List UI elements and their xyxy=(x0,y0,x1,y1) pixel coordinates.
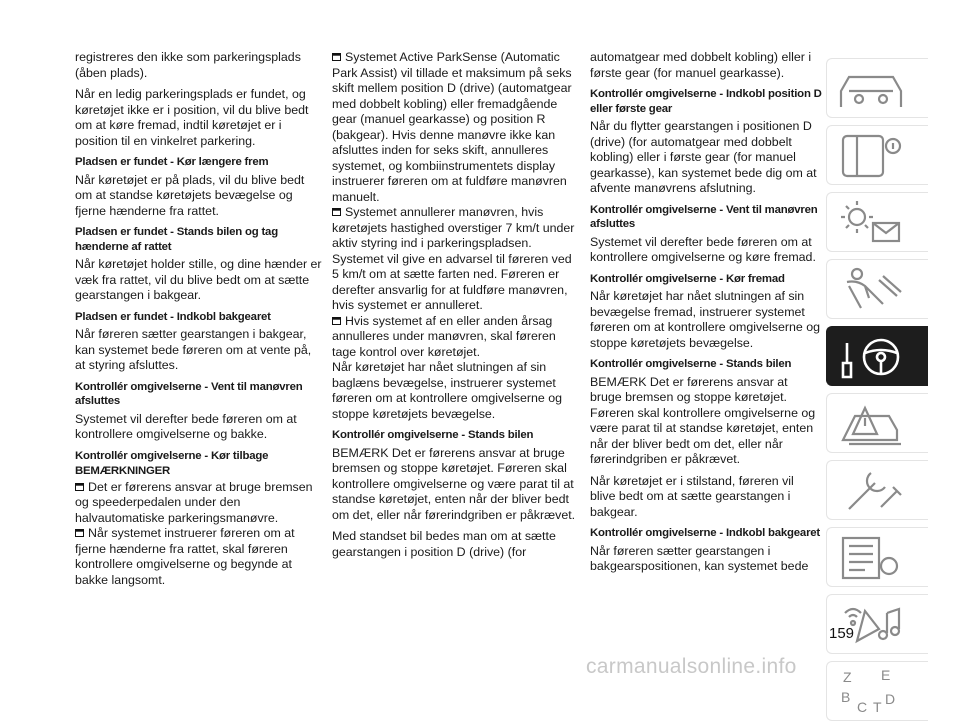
section-heading: Kontrollér omgivelserne - Indkobl bakgearet xyxy=(590,527,821,539)
lights-message-icon xyxy=(835,199,915,247)
bullet-item: Det er førerens ansvar at bruge bremsen og speederpedalen under den halvautomatiske parkeringsmanøvre. xyxy=(75,479,313,525)
wrench-maintenance-icon xyxy=(835,467,915,515)
seatbelt-safety-icon xyxy=(835,266,915,314)
text-column-3 xyxy=(590,50,822,581)
tab-maintenance[interactable] xyxy=(826,460,928,520)
text-column-2 xyxy=(332,50,580,566)
car-info-icon xyxy=(835,132,915,180)
page-number: 159 xyxy=(829,625,855,642)
index-letter: E xyxy=(881,668,891,683)
paragraph: Når køretøjet er i stilstand, føreren vil blive bedt om at sætte gearstangen i bakgear. xyxy=(590,473,794,519)
index-letter: C xyxy=(857,699,868,715)
index-letter: B xyxy=(841,689,851,705)
section-heading: Kontrollér omgivelserne - Indkobl position D eller første gear xyxy=(590,88,822,115)
specifications-list-icon xyxy=(835,534,915,582)
paragraph: automatgear med dobbelt kobling) eller i første gear (for manuel gearkasse). xyxy=(590,50,812,80)
section-heading: Pladsen er fundet - Stands bilen og tag hænderne af rattet xyxy=(75,226,278,253)
paragraph: Når du flytter gearstangen i positionen D (drive) (for automatgear med dobbelt kobling) eller i første gear (for manuel gearkasse), kan systemet bede dig om at afvente manøvrens afslutning. xyxy=(590,119,817,195)
section-heading: Kontrollér omgivelserne - Vent til manøvren afsluttes xyxy=(590,203,818,230)
warning-label: BEMÆRKNINGER xyxy=(75,465,171,477)
paragraph: registreres den ikke som parkeringsplads (åben plads). xyxy=(75,50,301,80)
paragraph: Når køretøjet har nået slutningen af sin bevægelse fremad, instruerer systemet føreren om at kontrollere omgivelserne og stoppe køretøjets bevægelse. xyxy=(590,289,821,350)
bullet-icon xyxy=(75,483,84,491)
tab-vehicle-info[interactable] xyxy=(826,125,928,185)
watermark: carmanualsonline.info xyxy=(586,655,797,678)
section-heading: Kontrollér omgivelserne - Vent til manøvren afsluttes xyxy=(75,380,303,407)
paragraph: Systemet vil derefter bede føreren om at kontrollere omgivelserne og bakke. xyxy=(75,411,297,441)
index-letter: Z xyxy=(843,669,852,685)
alphabetical-index-icon xyxy=(835,668,915,716)
car-dashboard-icon xyxy=(835,65,915,113)
paragraph: Med standset bil bedes man om at sætte gearstangen i position D (drive) (for xyxy=(332,529,556,559)
tab-index[interactable] xyxy=(826,661,928,721)
section-heading: Kontrollér omgivelserne - Stands bilen xyxy=(332,429,534,441)
section-heading: Pladsen er fundet - Indkobl bakgearet xyxy=(75,310,271,323)
paragraph: BEMÆRK Det er førerens ansvar at bruge bremsen og stoppe køretøjet. Føreren skal kontrollere omgivelserne og være parat til at standse køretøjet, enten når der bliver bedt om det, eller når førerindgriben er påkrævet. xyxy=(590,374,816,466)
bullet-icon xyxy=(332,53,341,61)
index-letter: D xyxy=(885,691,896,707)
paragraph: Systemet vil derefter bede føreren om at kontrollere omgivelserne og køre fremad. xyxy=(590,234,816,264)
bullet-icon xyxy=(332,317,341,325)
paragraph: Når køretøjet holder stille, og dine hænder er væk fra rattet, vil du blive bedt om at sætte gearstangen i bakgear. xyxy=(75,257,322,302)
bullet-icon xyxy=(332,208,341,216)
text-column-1 xyxy=(75,50,323,594)
tab-safety[interactable] xyxy=(826,259,928,319)
bullet-item: Hvis systemet af en eller anden årsag annulleres under manøvren, skal føreren tage kontrol over køretøjet. xyxy=(332,313,556,359)
section-heading: Kontrollér omgivelserne - Kør fremad xyxy=(590,272,785,285)
tab-multimedia[interactable] xyxy=(826,594,928,654)
key-steering-wheel-icon xyxy=(835,333,915,381)
tab-dashboard[interactable] xyxy=(826,58,928,118)
bullet-item: Systemet Active ParkSense (Automatic Park Assist) vil tillade et maksimum på seks skift mellem position D (drive) (automatgear med dobbelt kobling) eller fremadgående gear (manuel gearkasse) og position R (bakgear). Hvis denne manøvre ikke kan afsluttes inden for seks skift, annulleres systemet, og kombiinstrumentets display instruerer føreren om at fuldføre manøvren manuelt. xyxy=(332,50,572,204)
paragraph: BEMÆRK Det er førerens ansvar at bruge bremsen og stoppe køretøjet. Føreren skal kontrollere omgivelserne og være parat til at standse køretøjet, enten når der bliver bedt om det, eller når førerindgriben er påkrævet. xyxy=(332,445,576,522)
paragraph: Når føreren sætter gearstangen i bakgear, kan systemet bede føreren om at vente på, at styring afsluttes. xyxy=(75,327,312,372)
bullet-item: Når systemet instruerer føreren om at fjerne hænderne fra rattet, skal føreren kontrollere omgivelserne og begynde at bakke langsomt. xyxy=(75,526,295,587)
tab-specifications[interactable] xyxy=(826,527,928,587)
section-heading: Kontrollér omgivelserne - Stands bilen xyxy=(590,358,792,370)
section-heading: Pladsen er fundet - Kør længere frem xyxy=(75,156,269,168)
paragraph: Når en ledig parkeringsplads er fundet, og køretøjet ikke er i position, vil du blive bedt om at køre fremad, indtil køretøjet er i position til en vinkelret parkering. xyxy=(75,87,309,148)
paragraph: Når køretøjet har nået slutningen af sin baglæns bevægelse, instruerer systemet føreren om at kontrollere omgivelserne og stoppe køretøjets bevægelse. xyxy=(332,360,563,421)
paragraph: Når føreren sætter gearstangen i bakgearspositionen, kan systemet bede xyxy=(590,543,809,573)
tab-starting-driving[interactable] xyxy=(826,326,928,386)
bullet-icon xyxy=(75,529,84,537)
paragraph: Når køretøjet er på plads, vil du blive bedt om at standse køretøjets bevægelse og fjerne hænderne fra rattet. xyxy=(75,172,305,218)
index-letter: T xyxy=(873,699,882,715)
tab-emergency[interactable] xyxy=(826,393,928,453)
bullet-item: Systemet annullerer manøvren, hvis køretøjets hastighed overstiger 7 km/t under aktiv styring ind i parkeringspladsen. Systemet vil give en advarsel til føreren ved 5 km/t om at sætte farten ned. Føreren er derefter ansvarlig for at fuldføre manøvren, hvis systemet er annulleret. xyxy=(332,205,575,312)
tab-lights-messages[interactable] xyxy=(826,192,928,252)
section-heading: Kontrollér omgivelserne - Kør tilbage xyxy=(75,449,269,462)
warning-car-icon xyxy=(835,400,915,448)
